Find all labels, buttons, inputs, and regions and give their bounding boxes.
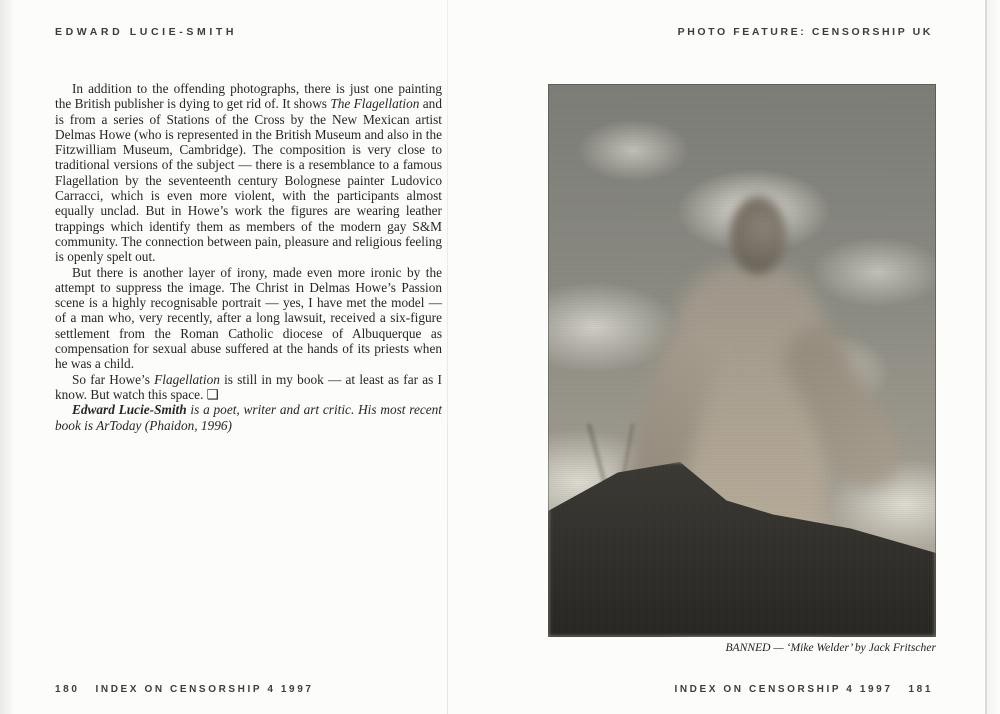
halftone-grain-overlay xyxy=(548,84,936,637)
page-fold-line xyxy=(447,0,448,714)
left-journal-title: INDEX ON CENSORSHIP 4 1997 xyxy=(95,684,314,695)
article-paragraph-2: But there is another layer of irony, made even more ironic by the attempt to suppress the image. The Christ in Delmas Howe’s Passion scene is a highly recognisable portrait — yes, I have met the model — of a man who, very recently, after a long lawsuit, received a six-figure settlement from the Roman Catholic diocese of Albuquerque as compensation for sexual abuse suffered at the hands of its priests when he was a child. xyxy=(55,264,442,372)
scan-left-edge-shadow xyxy=(0,0,14,714)
article-body xyxy=(55,81,442,433)
author-bio: Edward Lucie-Smith is a poet, writer and art critic. His most recent book is ArToday (Phaidon, 1996) xyxy=(55,402,442,433)
right-page-footer xyxy=(674,684,933,695)
right-page-number: 181 xyxy=(908,684,933,695)
left-page-footer xyxy=(55,684,314,695)
right-journal-title: INDEX ON CENSORSHIP 4 1997 xyxy=(674,684,893,695)
article-paragraph-3: So far Howe’s Flagellation is still in my book — at least as far as I know. But watch this space. ❑ xyxy=(55,371,442,402)
page-right-edge-shadow xyxy=(987,0,1000,714)
photo-caption: BANNED — ‘Mike Welder’ by Jack Fritscher xyxy=(725,641,936,654)
left-page-number: 180 xyxy=(55,684,80,695)
article-paragraph-1: In addition to the offending photographs, there is just one painting the British publisher is dying to get rid of. It shows The Flagellation and is from a series of Stations of the Cross by the New Mexican artist Delmas Howe (who is represented in the British Museum and also in the Fitzwilliam Museum, Cambridge). The composition is very close to traditional versions of the subject — there is a resemblance to a famous Flagellation by the seventeenth century Bolognese painter Ludovico Carracci, which is even more violent, with the participants almost equally unclad. But in Howe’s work the figures are wearing leather trappings which identify them as members of the modern gay S&M community. The connection between pain, pleasure and religious feeling is openly spelt out. xyxy=(55,81,442,265)
banned-photograph xyxy=(548,84,936,637)
author-running-head: EDWARD LUCIE-SMITH xyxy=(55,26,238,38)
section-running-head: PHOTO FEATURE: CENSORSHIP UK xyxy=(677,26,933,38)
